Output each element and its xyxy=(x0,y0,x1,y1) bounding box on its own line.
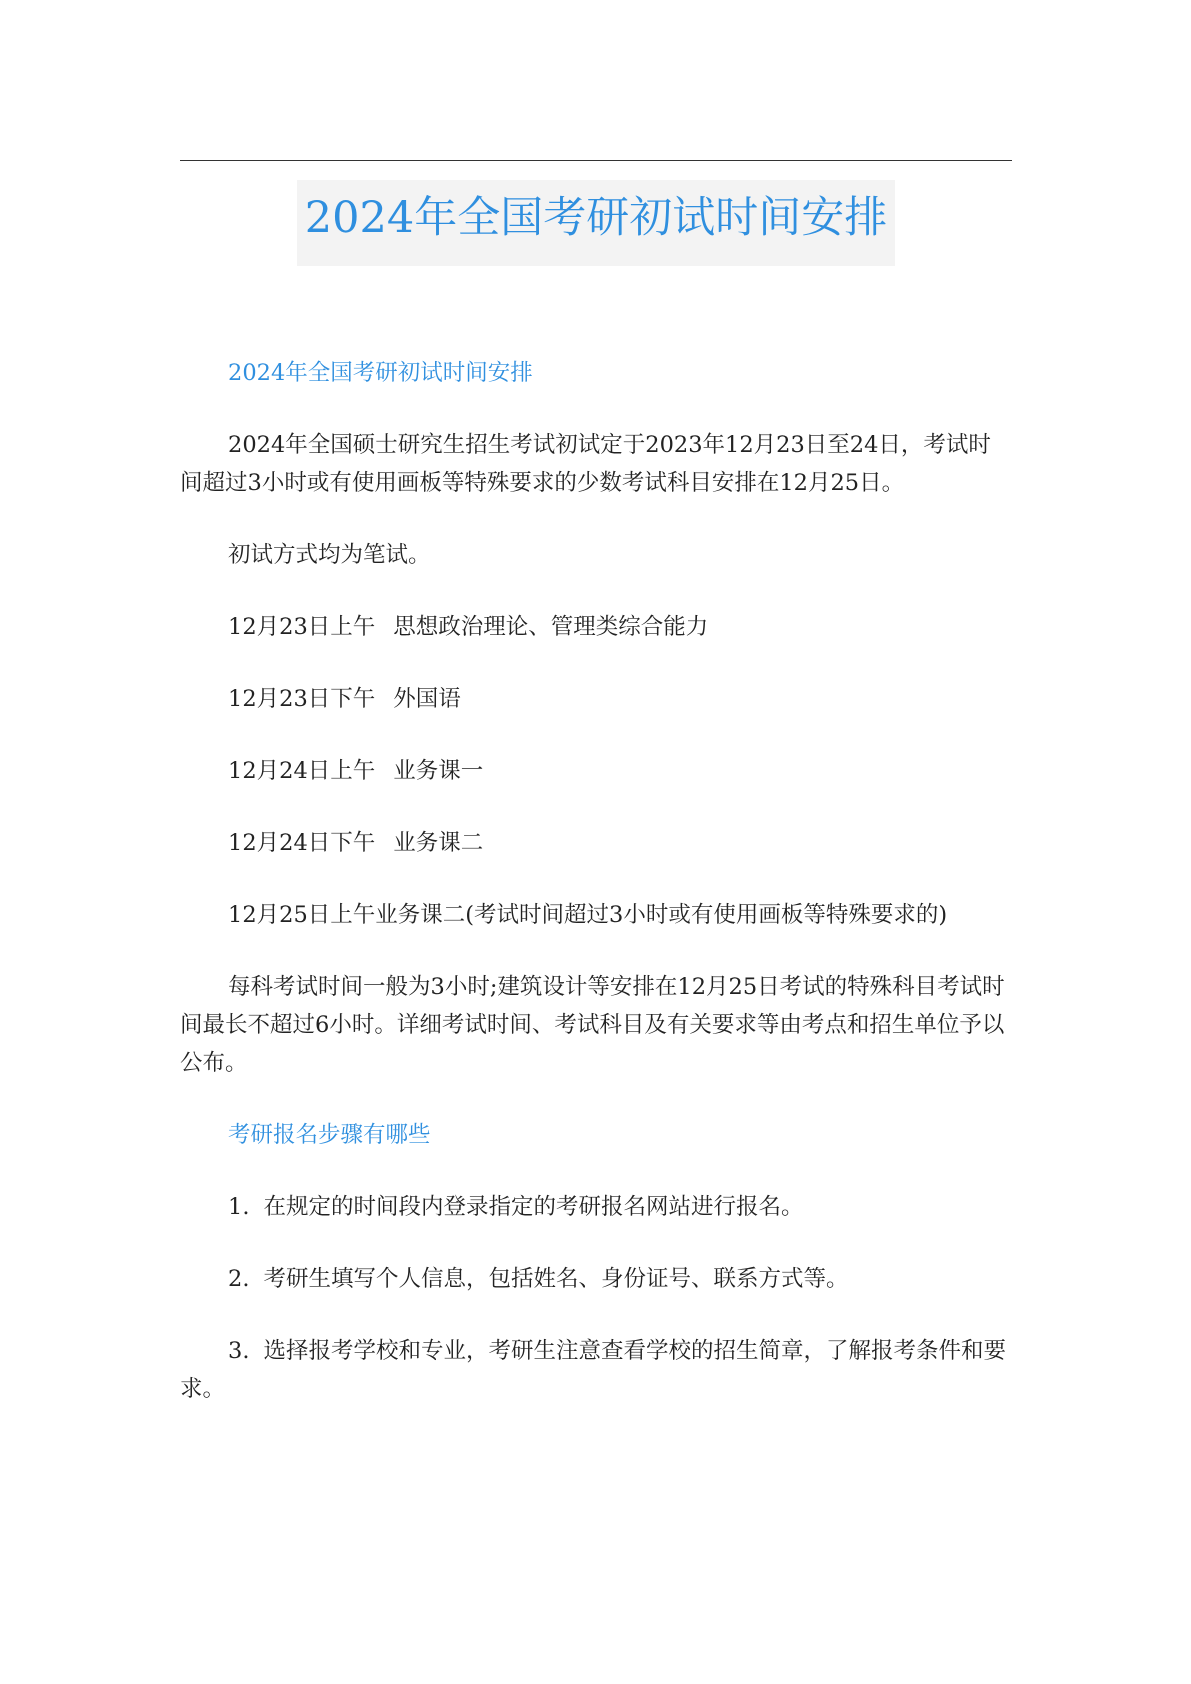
registration-step xyxy=(180,1332,1012,1408)
step-text: 在规定的时间段内登录指定的考研报名网站进行报名。 xyxy=(263,1194,804,1220)
schedule-time: 12月24日上午 xyxy=(228,758,376,784)
schedule-subject: 业务课二 xyxy=(393,830,484,856)
step-text: 考研生填写个人信息，包括姓名、身份证号、联系方式等。 xyxy=(263,1266,849,1292)
exam-method-paragraph: 初试方式均为笔试。 xyxy=(228,542,431,568)
schedule-extra-item: 12月25日上午业务课二(考试时间超过3小时或有使用画板等特殊要求的) xyxy=(228,902,948,928)
section-heading-schedule: 2024年全国考研初试时间安排 xyxy=(228,360,533,386)
schedule-subject: 思想政治理论、管理类综合能力 xyxy=(393,614,709,640)
intro-paragraph: 2024年全国硕士研究生招生考试初试定于2023年12月23日至24日，考试时间超过3小时或有使用画板等特殊要求的少数考试科目安排在12月25日。 xyxy=(180,432,991,496)
schedule-subject: 业务课一 xyxy=(393,758,484,784)
step-text: 选择报考学校和专业，考研生注意查看学校的招生简章，了解报考条件和要求。 xyxy=(180,1338,1006,1402)
schedule-time: 12月23日下午 xyxy=(228,686,376,712)
schedule-item xyxy=(180,608,1012,646)
duration-note-paragraph: 每科考试时间一般为3小时;建筑设计等安排在12月25日考试的特殊科目考试时间最长不超过6小时。详细考试时间、考试科目及有关要求等由考点和招生单位予以公布。 xyxy=(180,974,1005,1076)
schedule-item xyxy=(180,824,1012,862)
step-number: 1. xyxy=(228,1194,250,1220)
schedule-item xyxy=(180,752,1012,790)
header-rule xyxy=(180,160,1012,161)
schedule-subject: 外国语 xyxy=(393,686,461,712)
schedule-time: 12月23日上午 xyxy=(228,614,376,640)
registration-step xyxy=(180,1188,1012,1226)
step-number: 2. xyxy=(228,1266,250,1292)
schedule-time: 12月24日下午 xyxy=(228,830,376,856)
document-body xyxy=(180,354,1012,1442)
step-number: 3. xyxy=(228,1338,250,1364)
schedule-item xyxy=(180,680,1012,718)
section-heading-registration: 考研报名步骤有哪些 xyxy=(228,1122,431,1148)
registration-step xyxy=(180,1260,1012,1298)
document-title: 2024年全国考研初试时间安排 xyxy=(304,193,888,243)
